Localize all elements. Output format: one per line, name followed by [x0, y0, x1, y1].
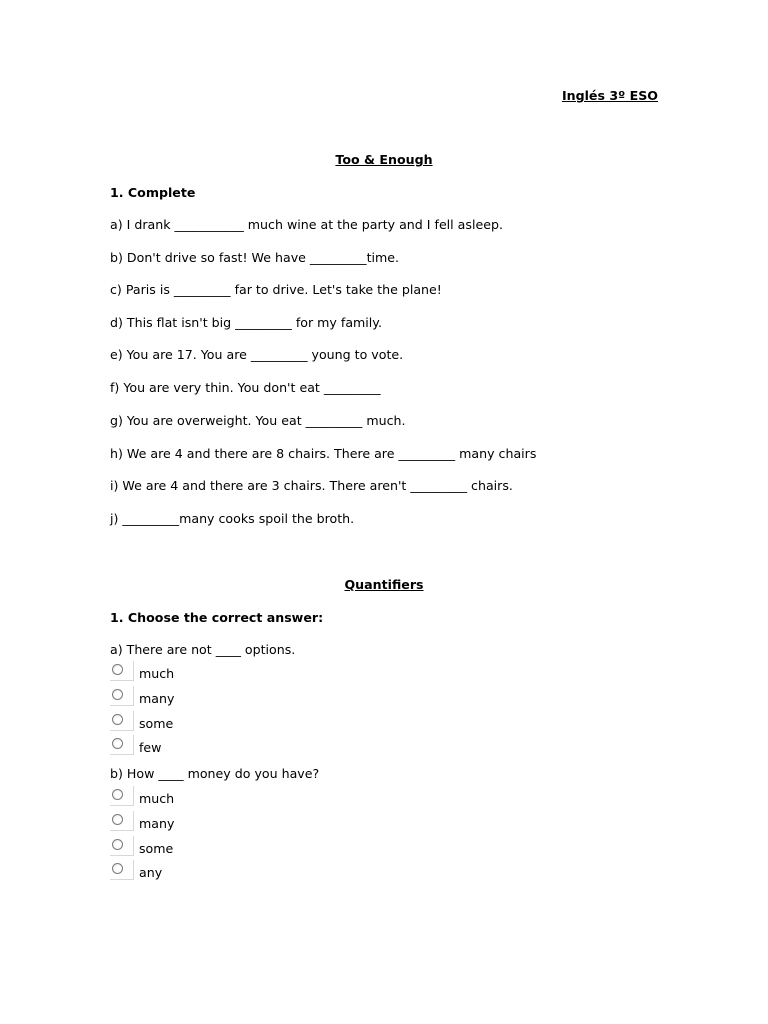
radio-box — [110, 786, 134, 806]
option-label: many — [139, 816, 175, 831]
sentence-j: j) _________many cooks spoil the broth. — [110, 511, 355, 526]
radio-box — [110, 735, 134, 755]
sentence-d: d) This flat isn't big _________ for my family. — [110, 315, 382, 330]
sentence-a: a) I drank ___________ much wine at the party and I fell asleep. — [110, 217, 503, 232]
question-a-text: a) There are not ____ options. — [110, 642, 296, 657]
radio-box — [110, 711, 134, 731]
radio-box — [110, 661, 134, 681]
radio-button-icon[interactable] — [112, 689, 123, 700]
option-label: much — [139, 791, 175, 806]
radio-box — [110, 836, 134, 856]
option-label: some — [139, 716, 174, 731]
option-label: much — [139, 666, 175, 681]
radio-button-icon[interactable] — [112, 839, 123, 850]
sentence-f: f) You are very thin. You don't eat _________ — [110, 380, 381, 395]
question-b-text: b) How ____ money do you have? — [110, 766, 320, 781]
exercise-heading-choose: 1. Choose the correct answer: — [110, 610, 324, 625]
option-label: any — [139, 865, 163, 880]
course-title: Inglés 3º ESO — [561, 88, 658, 103]
radio-button-icon[interactable] — [112, 738, 123, 749]
section-title-too-enough: Too & Enough — [335, 152, 433, 167]
sentence-e: e) You are 17. You are _________ young to vote. — [110, 347, 404, 362]
radio-button-icon[interactable] — [112, 664, 123, 675]
sentence-g: g) You are overweight. You eat _________ much. — [110, 413, 406, 428]
radio-button-icon[interactable] — [112, 714, 123, 725]
radio-box — [110, 811, 134, 831]
option-label: few — [139, 740, 162, 755]
radio-box — [110, 686, 134, 706]
option-label: some — [139, 841, 174, 856]
radio-button-icon[interactable] — [112, 789, 123, 800]
option-label: many — [139, 691, 175, 706]
radio-button-icon[interactable] — [112, 863, 123, 874]
sentence-h: h) We are 4 and there are 8 chairs. There are _________ many chairs — [110, 446, 537, 461]
sentence-i: i) We are 4 and there are 3 chairs. There aren't _________ chairs. — [110, 478, 513, 493]
section-title-quantifiers: Quantifiers — [344, 577, 424, 592]
radio-box — [110, 860, 134, 880]
exercise-heading-complete: 1. Complete — [110, 185, 196, 200]
sentence-c: c) Paris is _________ far to drive. Let's take the plane! — [110, 282, 442, 297]
radio-button-icon[interactable] — [112, 814, 123, 825]
sentence-b: b) Don't drive so fast! We have _________time. — [110, 250, 400, 265]
